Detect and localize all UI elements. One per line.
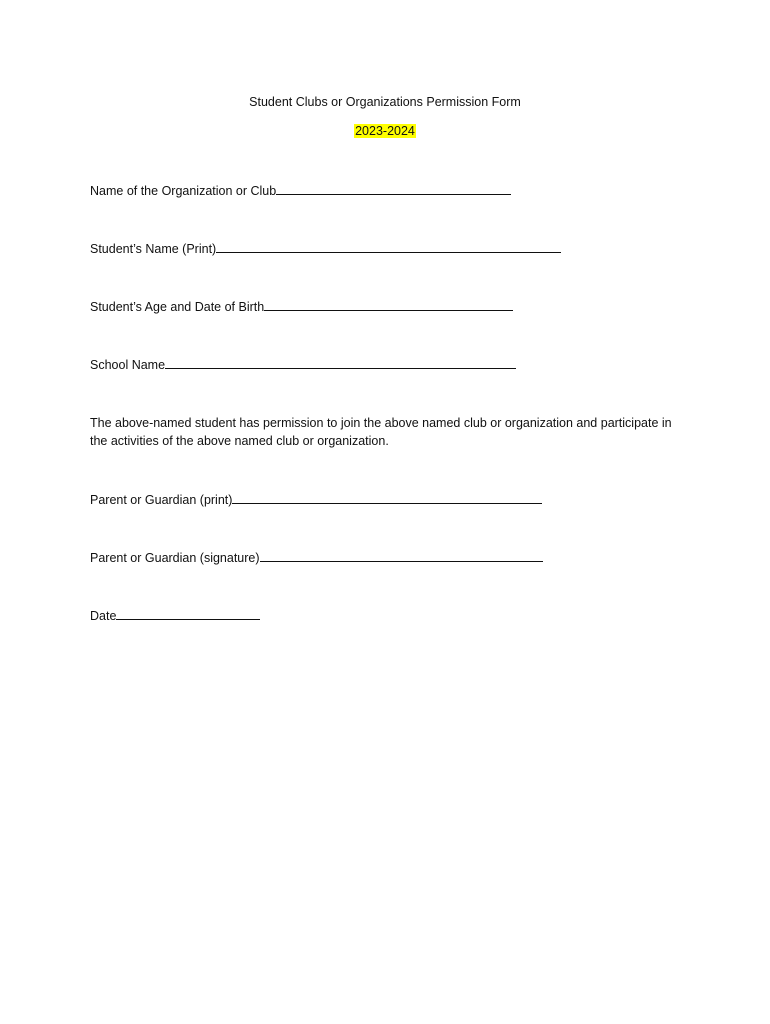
age-dob-label: Student’s Age and Date of Birth — [90, 300, 265, 314]
organization-label: Name of the Organization or Club — [90, 184, 277, 198]
school-name-field-row — [90, 356, 516, 373]
parent-print-blank-line[interactable] — [232, 491, 542, 504]
student-name-field-row — [90, 240, 561, 257]
date-field-row — [90, 607, 260, 624]
parent-print-field-row — [90, 491, 542, 508]
parent-signature-blank-line[interactable] — [260, 549, 543, 562]
permission-statement: The above-named student has permission to join the above named club or organization and participate in the activities of the above named club or organization. — [90, 416, 672, 448]
date-label: Date — [90, 609, 117, 623]
date-blank-line[interactable] — [116, 607, 260, 620]
student-name-label: Student’s Name (Print) — [90, 242, 217, 256]
age-dob-field-row — [90, 298, 513, 315]
form-title: Student Clubs or Organizations Permission Form — [249, 95, 521, 109]
parent-print-label: Parent or Guardian (print) — [90, 493, 233, 507]
school-name-blank-line[interactable] — [165, 356, 516, 369]
organization-field-row — [90, 182, 511, 199]
age-dob-blank-line[interactable] — [264, 298, 513, 311]
student-name-blank-line[interactable] — [216, 240, 561, 253]
parent-signature-field-row — [90, 549, 543, 566]
school-year-container — [0, 123, 770, 139]
parent-signature-label: Parent or Guardian (signature) — [90, 551, 260, 565]
school-year-highlight: 2023-2024 — [355, 124, 415, 138]
school-name-label: School Name — [90, 358, 166, 372]
organization-blank-line[interactable] — [276, 182, 511, 195]
